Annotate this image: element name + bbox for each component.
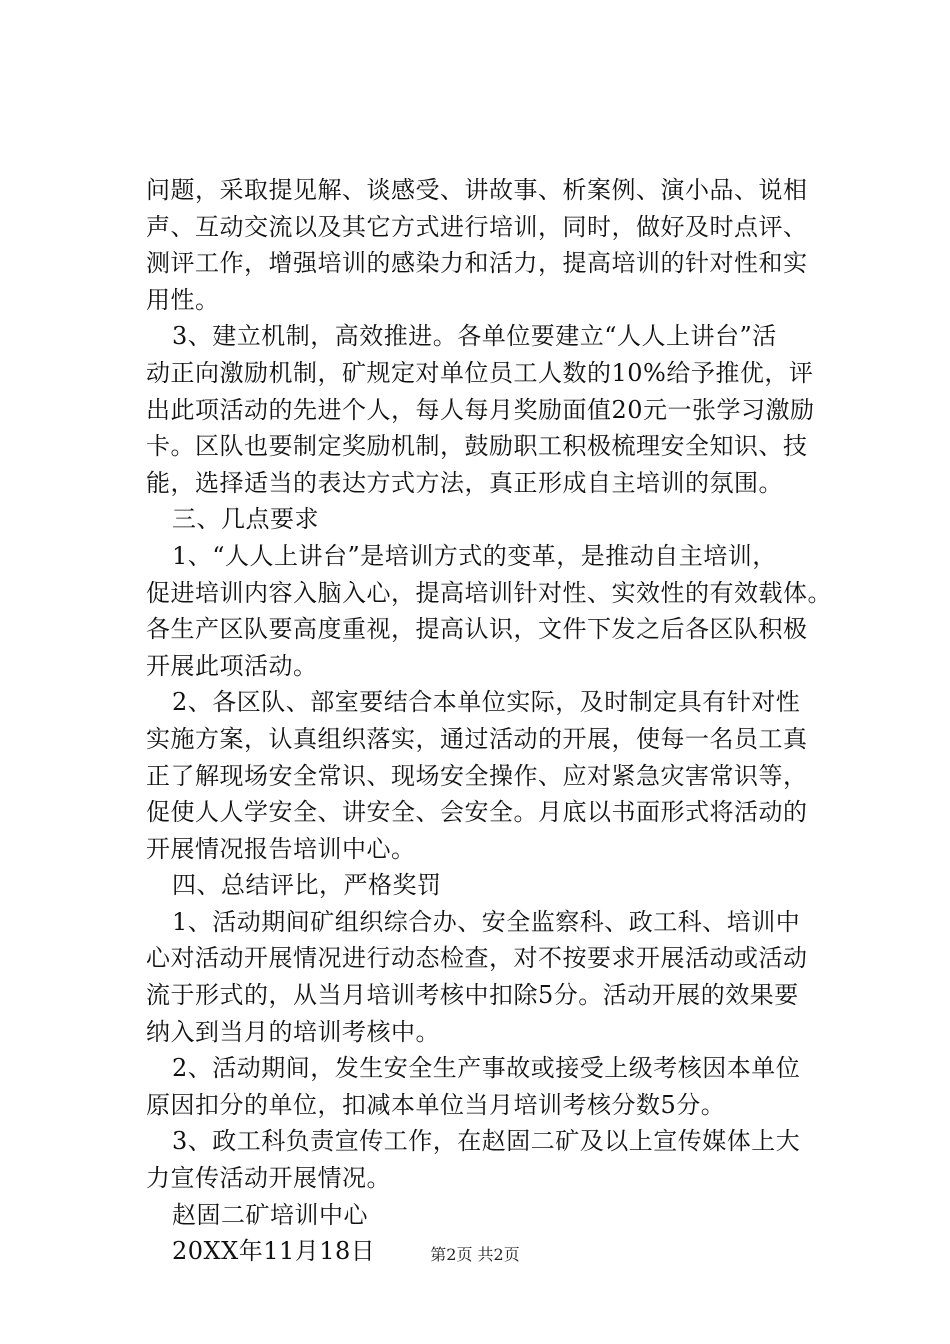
paragraph-line: 3、政工科负责宣传工作，在赵固二矿及以上宣传媒体上大 xyxy=(172,1127,801,1156)
paragraph-line: 开展此项活动。 xyxy=(146,651,318,680)
paragraph-line: 卡。区队也要制定奖励机制，鼓励职工积极梳理安全知识、技 xyxy=(146,432,808,461)
paragraph-line: 原因扣分的单位，扣减本单位当月培训考核分数5分。 xyxy=(146,1090,726,1119)
paragraph-line: 测评工作，增强培训的感染力和活力，提高培训的针对性和实 xyxy=(146,249,808,278)
paragraph-line: 用性。 xyxy=(146,285,220,314)
paragraph-line: 促使人人学安全、讲安全、会安全。月底以书面形式将活动的 xyxy=(146,798,808,827)
paragraph-line: 声、互动交流以及其它方式进行培训，同时，做好及时点评、 xyxy=(146,212,808,241)
paragraph-line: 促进培训内容入脑入心，提高培训针对性、实效性的有效载体。 xyxy=(146,578,832,607)
paragraph-line: 20XX年11月18日 xyxy=(172,1237,376,1266)
paragraph-line: 正了解现场安全常识、现场安全操作、应对紧急灾害常识等， xyxy=(146,761,808,790)
paragraph-line: 2、活动期间，发生安全生产事故或接受上级考核因本单位 xyxy=(172,1054,801,1083)
paragraph-line: 开展情况报告培训中心。 xyxy=(146,834,416,863)
paragraph-line: 能，选择适当的表达方式方法，真正形成自主培训的氛围。 xyxy=(146,468,783,497)
paragraph-line: 力宣传活动开展情况。 xyxy=(146,1164,391,1193)
paragraph-line: 3、建立机制，高效推进。各单位要建立“人人上讲台”活 xyxy=(172,322,777,351)
paragraph-line: 心对活动开展情况进行动态检查，对不按要求开展活动或活动 xyxy=(146,944,808,973)
paragraph-line: 2、各区队、部室要结合本单位实际，及时制定具有针对性 xyxy=(172,688,801,717)
page-footer: 第2页 共2页 xyxy=(430,1245,520,1264)
paragraph-line: 四、总结评比，严格奖罚 xyxy=(172,871,442,900)
paragraph-line: 1、“人人上讲台”是培训方式的变革，是推动自主培训， xyxy=(172,541,777,570)
paragraph-line: 纳入到当月的培训考核中。 xyxy=(146,1017,440,1046)
paragraph-line: 问题，采取提见解、谈感受、讲故事、析案例、演小品、说相 xyxy=(146,176,808,204)
paragraph-line: 实施方案，认真组织落实，通过活动的开展，使每一名员工真 xyxy=(146,724,808,753)
document-body xyxy=(146,172,836,1270)
paragraph-line: 动正向激励机制，矿规定对单位员工人数的10%给予推优，评 xyxy=(146,358,814,387)
paragraph-line: 各生产区队要高度重视，提高认识，文件下发之后各区队积极 xyxy=(146,615,808,644)
paragraph-line: 三、几点要求 xyxy=(172,505,319,534)
paragraph-line: 出此项活动的先进个人，每人每月奖励面值20元一张学习激励 xyxy=(146,395,815,424)
paragraph-line: 赵固二矿培训中心 xyxy=(172,1200,368,1229)
paragraph-line: 流于形式的，从当月培训考核中扣除5分。活动开展的效果要 xyxy=(146,981,799,1010)
paragraph-line: 1、活动期间矿组织综合办、安全监察科、政工科、培训中 xyxy=(172,907,801,936)
